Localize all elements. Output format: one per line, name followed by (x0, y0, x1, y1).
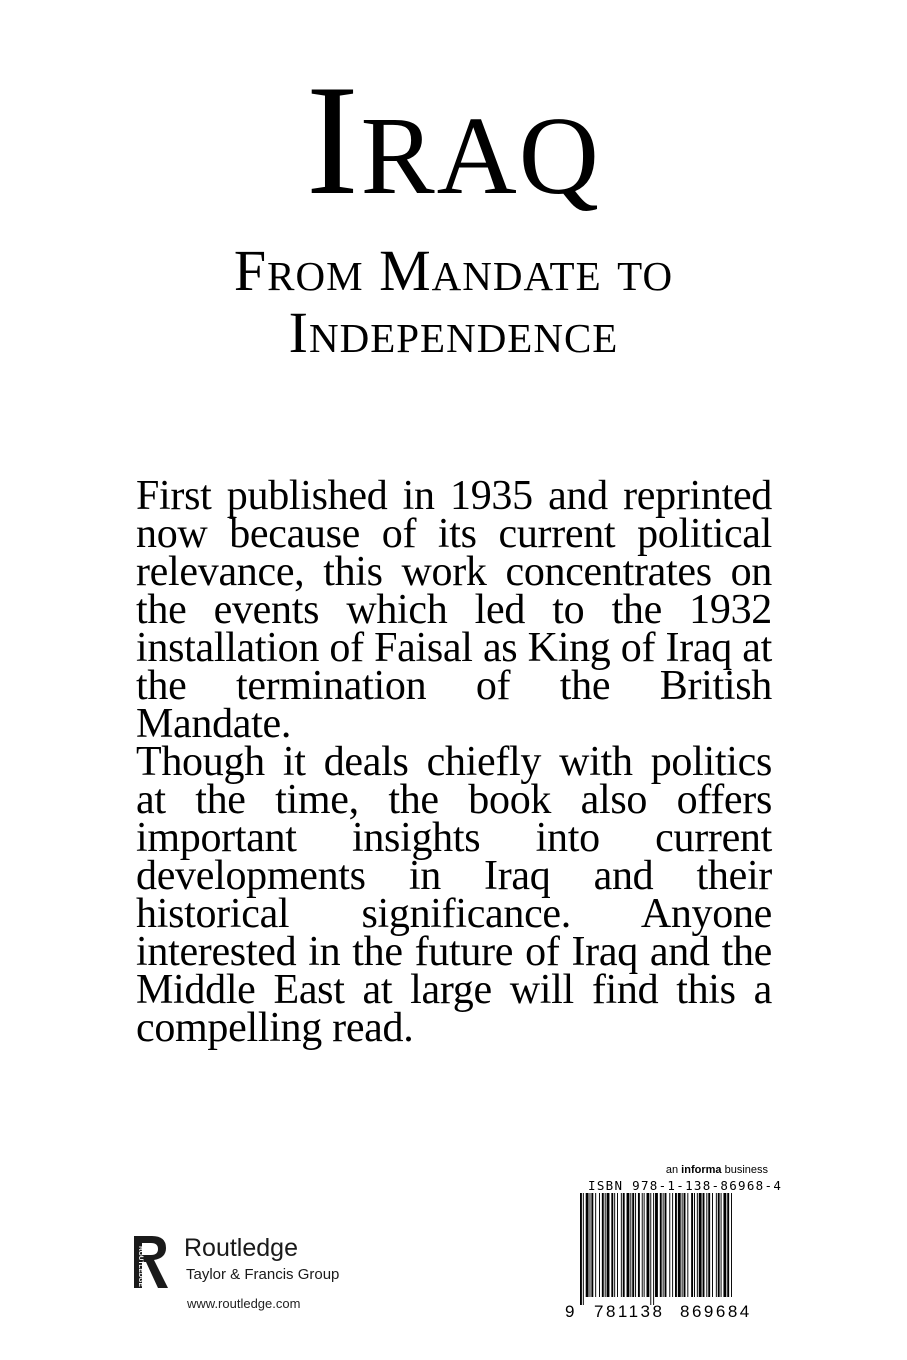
routledge-logo-icon (132, 1232, 172, 1290)
barcode-bar (586, 1193, 589, 1297)
barcode-bar (682, 1193, 683, 1297)
barcode-bar (678, 1193, 681, 1297)
barcode-bar (642, 1193, 643, 1297)
barcode-bar (621, 1193, 622, 1297)
barcode-block (564, 1160, 783, 1321)
barcode-bar (665, 1193, 667, 1297)
barcode-bar (599, 1193, 600, 1297)
barcode-bar (602, 1193, 604, 1297)
barcode-bar (708, 1193, 710, 1297)
book-title: Iraq (306, 53, 601, 228)
barcode-bar (691, 1193, 693, 1297)
barcode-bar (675, 1193, 677, 1297)
informa-tagline (666, 1164, 768, 1177)
book-subtitle (0, 240, 907, 364)
barcode-bar (712, 1193, 713, 1297)
barcode-bar (614, 1193, 615, 1297)
barcode-bar (672, 1193, 673, 1297)
barcode-digits-left: 781138 (594, 1302, 665, 1321)
barcode-bar (580, 1193, 582, 1305)
barcode-bar (703, 1193, 705, 1297)
barcode-bar (660, 1193, 662, 1297)
barcode-bar (611, 1193, 613, 1297)
barcode-bar (655, 1193, 658, 1297)
barcode-bar (716, 1193, 717, 1297)
subtitle-line-2: Independence (288, 300, 619, 365)
informa-suffix: business (724, 1164, 768, 1176)
barcode-bar (607, 1193, 610, 1297)
barcode-bar (605, 1193, 606, 1297)
barcode-bar (617, 1193, 618, 1297)
barcode-bar (590, 1193, 591, 1297)
barcode-bar (632, 1193, 634, 1297)
blurb-paragraph-1: First published in 1935 and reprinted now because of its current political relevance, this work concentrates on the events which led to the 1932 installation of Faisal as King of Iraq at the termination of the British Mandate. (136, 473, 772, 747)
barcode-bar (687, 1193, 688, 1297)
barcode-bar (583, 1193, 584, 1305)
publisher-name: Routledge (184, 1234, 298, 1262)
routledge-side-text: ROUTLEDGE (137, 1246, 144, 1287)
barcode-bar (669, 1193, 670, 1297)
barcode-bar (706, 1193, 707, 1297)
barcode-bar (630, 1193, 631, 1297)
publisher-group: Taylor & Francis Group (186, 1266, 340, 1283)
barcode-bar (647, 1193, 650, 1297)
barcode-bar (595, 1193, 596, 1297)
blurb-paragraph-2: Though it deals chiefly with politics at the time, the book also offers important insights into current developments in Iraq and their historical significance. Anyone interested in the future of Iraq and the Middle East at large will find this a compelling read. (136, 739, 772, 1051)
barcode-bar (697, 1193, 698, 1297)
barcode-bar (627, 1193, 630, 1297)
barcode-bar (623, 1193, 625, 1297)
subtitle-line-1: From Mandate to (233, 238, 674, 303)
barcode-bar (653, 1193, 654, 1305)
barcode-bar (721, 1193, 722, 1297)
barcode-bar (644, 1193, 645, 1297)
barcode-bar (684, 1193, 686, 1297)
barcode-bar (638, 1193, 640, 1297)
barcode-bar (635, 1193, 636, 1297)
barcode-digit-first: 9 (565, 1302, 575, 1321)
informa-prefix: an (665, 1164, 679, 1176)
barcode-bar (694, 1193, 695, 1297)
barcode-bar (591, 1193, 593, 1297)
informa-brand: informa (681, 1164, 722, 1176)
barcode-bar (727, 1193, 729, 1297)
barcode-bar (663, 1193, 664, 1297)
barcode-bar (723, 1193, 726, 1297)
barcode-bar (718, 1193, 720, 1297)
publisher-logo (132, 1232, 392, 1292)
barcode-bar (731, 1193, 732, 1297)
isbn-label: ISBN 978-1-138-86968-4 (588, 1178, 783, 1193)
barcode-bar (650, 1193, 651, 1305)
barcode-digits-right: 869684 (680, 1302, 752, 1321)
barcode-bar (699, 1193, 702, 1297)
publisher-url: www.routledge.com (187, 1296, 301, 1311)
barcode-icon (564, 1193, 776, 1321)
